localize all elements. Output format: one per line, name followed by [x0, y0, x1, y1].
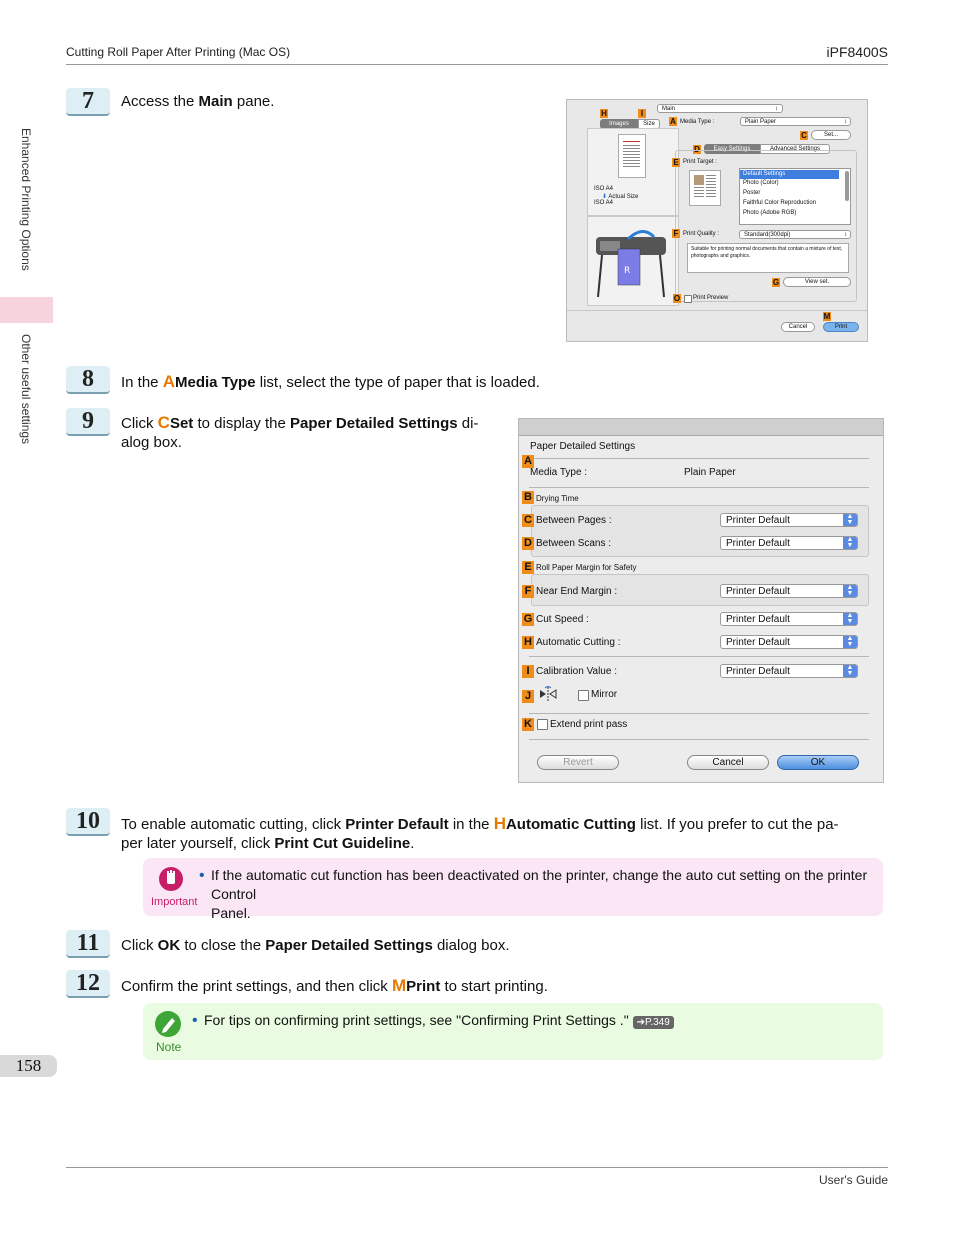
step-number-12: 12	[66, 970, 110, 998]
list-scrollbar[interactable]	[845, 171, 849, 201]
mirror-icon	[538, 685, 558, 703]
important-bullet: •	[199, 867, 205, 884]
side-section-other: Other useful settings	[19, 334, 33, 445]
tab-easy-settings[interactable]: Easy Settings	[704, 144, 760, 154]
print-preview-label: Print Preview	[693, 295, 729, 301]
print-preview-checkbox[interactable]	[684, 295, 692, 303]
step-9-text: Click CSet to display the Paper Detailed Settings di- alog box.	[121, 413, 479, 451]
step-11-text: Click OK to close the Paper Detailed Settings dialog box.	[121, 937, 510, 954]
label-d: D	[522, 537, 534, 550]
media-type-label: Media Type :	[530, 467, 588, 478]
paper-actual-size: ⬇ Actual Size	[602, 194, 639, 200]
calibration-value-select[interactable]: Printer Default ▲ ▼	[720, 664, 858, 678]
set-button[interactable]: Set...	[811, 130, 851, 140]
step-7-text: Access the Main pane.	[121, 93, 275, 110]
tab-size[interactable]: Size	[638, 119, 660, 129]
print-target-item[interactable]: Poster	[743, 190, 761, 196]
important-text: If the automatic cut function has been deactivated on the printer, change the auto cut setting on the printer Control Panel.	[211, 867, 868, 921]
print-button[interactable]: Print	[823, 322, 859, 332]
label-e: E	[522, 561, 534, 574]
automatic-cutting-select[interactable]: Printer Default ▲ ▼	[720, 635, 858, 649]
paper-preview-panel	[587, 128, 679, 216]
between-pages-label: Between Pages :	[536, 515, 612, 526]
mirror-checkbox[interactable]	[578, 690, 589, 701]
page-reference-link[interactable]: ➔P.349	[633, 1016, 674, 1029]
pane-popup[interactable]: Main ↕	[657, 104, 783, 113]
cancel-button[interactable]: Cancel	[687, 755, 769, 770]
media-type-popup[interactable]: Plain Paper ↕	[740, 117, 851, 126]
divider	[529, 487, 869, 488]
tab-images[interactable]: Images	[600, 119, 638, 129]
label-m: M	[823, 312, 831, 321]
footer-divider	[567, 310, 867, 311]
calibration-value-label: Calibration Value :	[536, 666, 617, 677]
automatic-cutting-label: Automatic Cutting :	[536, 637, 621, 648]
important-label: Important	[151, 896, 198, 908]
print-target-thumbnail	[689, 170, 721, 206]
note-label: Note	[156, 1040, 182, 1054]
step-number-7: 7	[66, 88, 110, 116]
step-8-text: In the AMedia Type list, select the type of paper that is loaded.	[121, 372, 540, 391]
label-f: F	[522, 585, 534, 598]
label-a: A	[670, 117, 676, 126]
dialog-title: Paper Detailed Settings	[530, 441, 636, 452]
note-pencil-icon	[155, 1011, 181, 1037]
page-thumbnail	[618, 134, 646, 178]
main-pane-screenshot	[566, 99, 868, 342]
side-tab-marker	[0, 297, 53, 323]
label-e: E	[673, 158, 679, 167]
media-type-label: Media Type :	[680, 119, 715, 125]
label-i: I	[638, 109, 646, 118]
label-a: A	[522, 455, 534, 468]
between-scans-label: Between Scans :	[536, 538, 612, 549]
print-target-label: Print Target :	[683, 159, 717, 165]
important-hand-icon	[159, 867, 183, 891]
step-number-9: 9	[66, 408, 110, 436]
divider	[529, 739, 869, 740]
divider	[529, 656, 869, 657]
label-h: H	[522, 636, 534, 649]
label-g: G	[772, 278, 780, 287]
svg-text:R: R	[624, 266, 631, 276]
print-target-item[interactable]: Photo (Adobe RGB)	[743, 210, 797, 216]
print-target-item[interactable]: Faithful Color Reproduction	[743, 200, 817, 206]
between-pages-select[interactable]: Printer Default ▲ ▼	[720, 513, 858, 527]
footer-divider	[66, 1167, 888, 1168]
step-12-text: Confirm the print settings, and then click MPrint to start printing.	[121, 976, 548, 995]
label-j: J	[522, 690, 534, 703]
paper-size-from: ISO A4	[594, 186, 614, 192]
view-set-button[interactable]: View set.	[783, 277, 851, 287]
drying-time-heading: Drying Time	[536, 494, 579, 503]
label-d: D	[694, 145, 700, 154]
printer-illustration	[587, 216, 679, 306]
label-c: C	[801, 131, 807, 140]
step-number-10: 10	[66, 808, 110, 836]
mirror-label: Mirror	[591, 689, 618, 700]
print-quality-popup[interactable]: Standard(300dpi) ↕	[739, 230, 851, 239]
extend-print-pass-label: Extend print pass	[550, 719, 628, 730]
label-i: I	[522, 665, 534, 678]
paper-detailed-settings-dialog	[518, 418, 884, 783]
near-end-margin-select[interactable]: Printer Default ▲ ▼	[720, 584, 858, 598]
label-c: C	[522, 514, 534, 527]
paper-size-to: ISO A4	[594, 200, 614, 206]
ok-button[interactable]: OK	[777, 755, 859, 770]
print-target-item[interactable]: Photo (Color)	[743, 180, 779, 186]
print-target-item[interactable]: Default Settings	[740, 170, 839, 179]
label-b: B	[522, 491, 534, 504]
running-header-model: iPF8400S	[826, 44, 888, 60]
revert-button[interactable]: Revert	[537, 755, 619, 770]
divider	[529, 713, 869, 714]
step-10-text: To enable automatic cutting, click Printer Default in the HAutomatic Cutting list. If you prefer to cut the pa- per later yourself, click Print Cut Guideline.	[121, 814, 839, 852]
step-number-8: 8	[66, 366, 110, 394]
dialog-titlebar	[519, 419, 883, 436]
label-g: G	[523, 613, 533, 625]
near-end-margin-label: Near End Margin :	[536, 586, 618, 597]
extend-print-pass-checkbox[interactable]	[537, 719, 548, 730]
label-o: O	[673, 294, 681, 303]
note-box	[143, 1003, 883, 1060]
divider	[529, 458, 869, 459]
label-k: K	[522, 718, 534, 731]
label-f: F	[673, 229, 679, 238]
roll-margin-heading: Roll Paper Margin for Safety	[536, 563, 637, 572]
print-quality-label: Print Quality :	[683, 231, 720, 237]
side-section-enhanced: Enhanced Printing Options	[19, 128, 33, 271]
running-header-title: Cutting Roll Paper After Printing (Mac OS)	[66, 45, 291, 59]
note-text: For tips on confirming print settings, see "Confirming Print Settings ." ➔P.349	[204, 1011, 864, 1032]
print-target-list[interactable]	[739, 168, 851, 225]
important-box	[143, 858, 883, 921]
step-number-11: 11	[66, 930, 110, 958]
cancel-button[interactable]: Cancel	[781, 322, 815, 332]
between-scans-select[interactable]: Printer Default ▲ ▼	[720, 536, 858, 550]
tab-advanced-settings[interactable]: Advanced Settings	[760, 144, 830, 154]
page-number: 158	[0, 1055, 57, 1077]
header-divider	[66, 64, 888, 65]
label-h: H	[601, 109, 607, 118]
note-bullet: •	[192, 1012, 198, 1029]
footer-guide-name: User's Guide	[819, 1173, 888, 1187]
media-type-value: Plain Paper	[684, 467, 736, 478]
cut-speed-select[interactable]: Printer Default ▲ ▼	[720, 612, 858, 626]
description-box: Suitable for printing normal documents that contain a mixture of text, photographs and graphics.	[687, 243, 849, 273]
cut-speed-label: Cut Speed :	[536, 614, 589, 625]
